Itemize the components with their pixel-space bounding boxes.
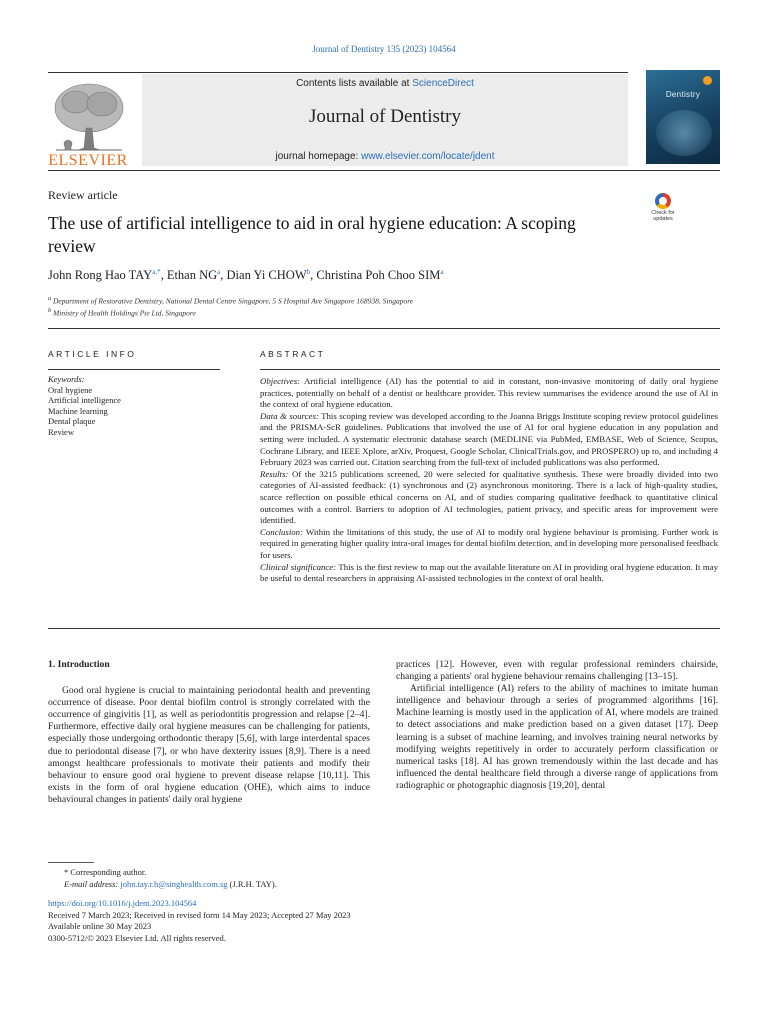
affiliation-b [48, 307, 196, 318]
abstract-data-sources [260, 411, 718, 469]
keyword-item: Artificial intelligence [48, 395, 121, 405]
abstract-section-text: Of the 3215 publications screened, 20 were selected for qualitative synthesis. These were broadly divided into two categories of AI-assisted feedback: (1) synchronous and (2) asynchronous monitoring. There is a lack of high-quality studies, scarce reflection on possible ethical concerns on AI, and of studies comparing qualitative feedback to quantitative clinical outcomes with a control. Barriers to adoption of AI technologies, patient privacy, and specific areas for improvement were identified. [260, 468, 719, 526]
journal-homepage-line [142, 151, 628, 162]
affiliation-mark: b [48, 307, 52, 314]
author-name[interactable]: Christina Poh Choo SIM [316, 268, 441, 283]
article-info-heading: ARTICLE INFO [48, 349, 137, 359]
sciencedirect-link[interactable]: ScienceDirect [412, 78, 474, 89]
email-link[interactable]: john.tay.r.h@singhealth.com.sg [120, 879, 228, 889]
abstract-section-text: Artificial intelligence (AI) has the potential to aid in constant, non-invasive monitoring of daily oral hygiene practices, potentially on behalf of a dentist or healthcare provider. This review summarises the evidence around the use of AI in the context of oral hygiene education. [260, 376, 718, 410]
check-for-updates-badge[interactable] [646, 193, 680, 229]
journal-title: Journal of Dentistry [309, 106, 461, 127]
homepage-link[interactable]: www.elsevier.com/locate/jdent [361, 151, 495, 162]
cover-illustration [656, 110, 712, 156]
abstract-section-label: Conclusion: [260, 526, 304, 537]
abstract-clinical-significance [260, 562, 718, 585]
abstract-divider [48, 628, 720, 629]
affiliation-mark: a [48, 295, 52, 302]
abstract-section-text: Within the limitations of this study, the use of AI to modify oral hygiene behaviour is promising. Further work is required in generating higher quality intra-oral images for dental biofilm detection, and in developing more personalised feedback for users. [260, 526, 719, 560]
abstract-body [260, 376, 718, 585]
corresponding-author-note [48, 866, 277, 878]
homepage-prefix: journal homepage: [275, 151, 362, 162]
copyright-line: 0300-5712/© 2023 Elsevier Ltd. All rights reserved. [48, 932, 226, 943]
keyword-item: Machine learning [48, 405, 108, 416]
body-column-left [48, 659, 370, 806]
author-name[interactable]: Ethan NG [166, 268, 218, 283]
author-name[interactable]: Dian Yi CHOW [226, 268, 307, 283]
author-affiliation-mark[interactable]: a [440, 268, 444, 276]
keywords-label: Keywords: [48, 374, 85, 384]
abstract-results [260, 469, 718, 527]
check-for-updates-label: Check for updates [651, 210, 675, 222]
keywords-block [48, 374, 121, 437]
journal-cover-image[interactable] [646, 70, 720, 164]
abstract-section-label: Results: [260, 468, 289, 479]
body-paragraph: practices [12]. However, even with regular professional reminders chairside, changing a patients' oral hygiene behaviour remains challenging [13–15]. [396, 659, 718, 683]
abstract-conclusion [260, 527, 718, 562]
meta-divider [48, 328, 720, 329]
journal-reference[interactable]: Journal of Dentistry 135 (2023) 104564 [312, 44, 456, 54]
body-paragraph: Artificial intelligence (AI) refers to the ability of machines to imitate human intelligence and behaviour through a series of programmed algorithms [16]. Machine learning is mostly used in the application of AI, where models are trained to detect associations and make prediction based on a given dataset [17]. Deep learning is a subset of machine learning, and involves training neural networks by modifying weights repetitively in order to accurately perform classification or numerical tasks [18]. AI has grown tremendously within the last decade and has influenced the dental healthcare field through a diverse range of applications from radiographic or photographic diagnosis [19,20], dental [396, 683, 718, 791]
author-name[interactable]: John Rong Hao TAY [48, 268, 153, 283]
email-note [48, 878, 277, 890]
contents-prefix: Contents lists available at [296, 78, 413, 89]
introduction-heading: 1. Introduction [48, 659, 110, 670]
abstract-rule [260, 369, 720, 370]
author-affiliation-mark[interactable]: a,* [152, 268, 161, 276]
corresponding-text: Corresponding author. [70, 867, 147, 877]
cover-badge-dot [703, 76, 712, 85]
email-label: E-mail address: [64, 879, 119, 889]
cover-title: Dentistry [665, 90, 701, 99]
author-affiliation-mark[interactable]: a [217, 268, 221, 276]
footnotes [48, 866, 277, 890]
header-top-rule [48, 72, 628, 73]
received-dates: Received 7 March 2023; Received in revised form 14 May 2023; Accepted 27 May 2023 [48, 909, 351, 920]
header-bottom-rule [48, 170, 720, 171]
affiliation-text: Department of Restorative Dentistry, National Dental Centre Singapore, 5 S Hospital Ave Singapore 168938, Singapore [53, 296, 414, 306]
article-type: Review article [48, 188, 118, 202]
email-suffix: (J.R.H. TAY). [229, 879, 277, 889]
abstract-section-label: Objectives: [260, 376, 301, 386]
abstract-heading: ABSTRACT [260, 349, 326, 359]
body-column-right [396, 659, 718, 792]
abstract-section-label: Data & sources: [260, 410, 319, 421]
abstract-section-text: This is the first review to map out the available literature on AI in providing oral hygiene education. It may be useful to dental researchers in appraising AI-assisted technologies in the context of oral health. [260, 561, 718, 584]
author-list: John Rong Hao $TAY^{a,*}$, Ethan $NG^a$, Dian Yi CHOW$^b$, Christina Poh Choo SIM$^a$ [48, 268, 444, 283]
corresponding-mark: * [64, 867, 69, 877]
publication-info [48, 898, 351, 944]
keyword-item: Oral hygiene [48, 384, 93, 395]
author-affiliation-mark[interactable]: b [306, 268, 311, 276]
keyword-item: Dental plaque [48, 416, 96, 426]
footnote-rule [48, 862, 94, 863]
affiliation-text: Ministry of Health Holdings Pte Ltd, Singapore [53, 308, 196, 318]
abstract-section-label: Clinical significance: [260, 561, 337, 572]
keywords-rule [48, 369, 220, 370]
doi-link[interactable]: https://doi.org/10.1016/j.jdent.2023.104564 [48, 898, 197, 908]
keyword-item: Review [48, 426, 74, 437]
contents-available-line [142, 78, 628, 89]
abstract-objectives [260, 376, 718, 411]
check-for-updates-icon [655, 193, 671, 209]
body-paragraph: Good oral hygiene is crucial to maintaining periodontal health and preventing occurrence of disease. Poor dental biofilm control is strongly correlated with the occurrence of gingivitis [1], as well as periodontitis progression and relapse [2–4]. Furthermore, effective daily oral hygiene measures can be challenging for patients, especially those undergoing orthodontic therapy [5,6], with large interdental spaces due to periodontal disease [7], or who have dexterity issues [8,9]. There is a need amongst healthcare professionals to motivate their patients and modify their behaviour to ensure good oral hygiene to prevent disease relapse [10,11]. This exists in the form of oral hygiene education (OHE), which aims to induce behavioural changes in patients' daily oral hygiene [48, 685, 370, 805]
elsevier-wordmark[interactable]: ELSEVIER [48, 152, 128, 169]
article-title: The use of artificial intelligence to aid in oral hygiene education: A scoping review [48, 213, 576, 256]
affiliation-a [48, 295, 413, 306]
available-online: Available online 30 May 2023 [48, 921, 152, 931]
abstract-section-text: This scoping review was developed according to the Joanna Briggs Institute scoping review protocol guidelines and the PRISMA-ScR guidelines. Publications that involved the use of AI for oral hygiene education in any population and setting were included. A systematic electronic database search (MEDLINE via PubMed, EMBASE, Web of Science, Scopus, Cochrane Library, and IEEE Xplore, arXiv, Proquest, Google Scholar, ClinicalTrials.gov, and PROSPERO) up to, and including 4 February 2023 was carried out. Citation searching from the full-text of included publications was also performed. [260, 410, 718, 468]
